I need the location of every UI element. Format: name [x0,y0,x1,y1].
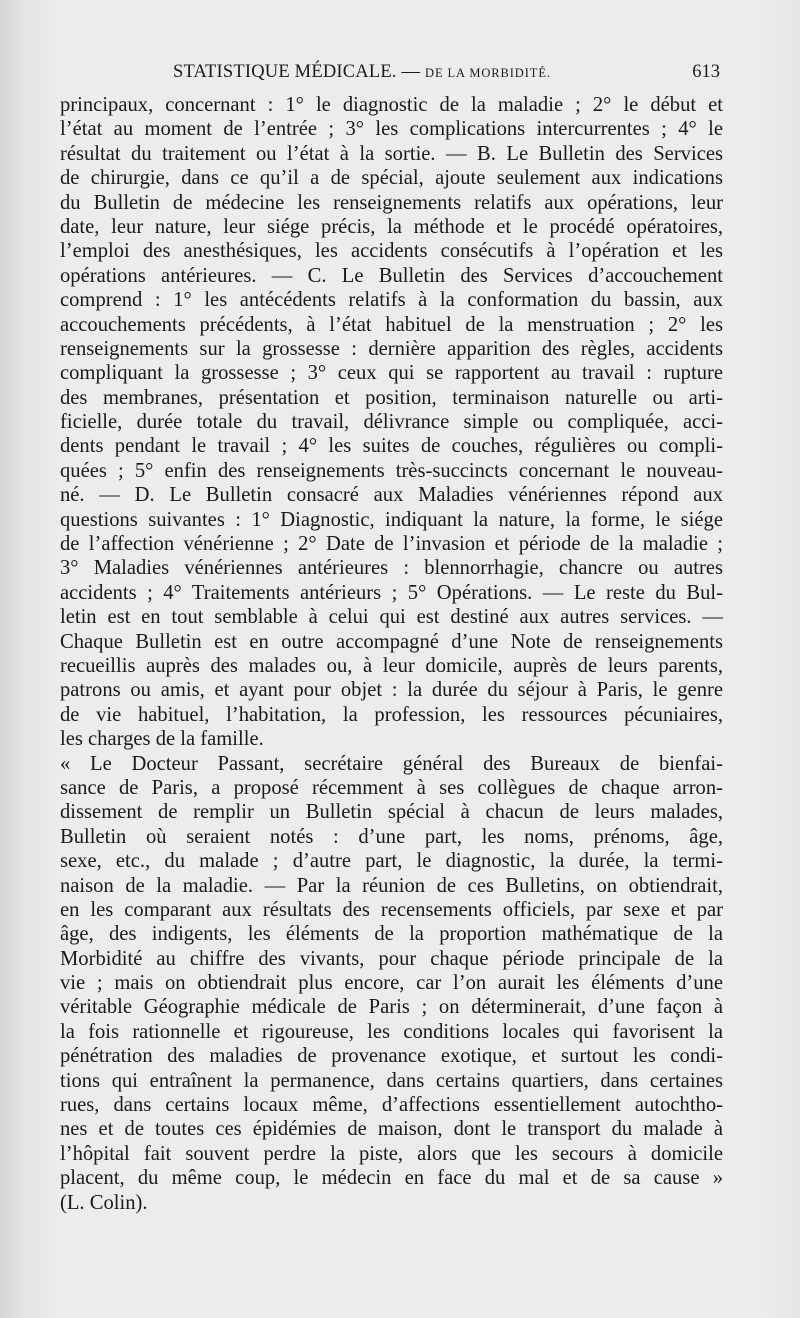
text-line: de l’affection vénérienne ; 2° Date de l’invasion et période de la maladie ; [60,533,723,556]
text-line: l’hôpital fait souvent perdre la piste, alors que les secours à domicile [60,1142,723,1165]
text-line: principaux, concernant : 1° le diagnostic de la maladie ; 2° le début et [60,94,723,116]
running-title-section: DE LA MORBIDITÉ. [425,66,551,80]
text-line: Morbidité au chiffre des vivants, pour chaque période principale de la [60,947,723,970]
text-line: placent, du même coup, le médecin en face du mal et de sa cause » [60,1167,723,1190]
text-line: en les comparant aux résultats des recensements officiels, par sexe et par [60,898,723,921]
text-line: accidents ; 4° Traitements antérieurs ; 5° Opérations. — Le reste du Bul- [60,581,723,604]
text-line: des membranes, présentation et position, terminaison naturelle ou arti- [60,386,723,409]
text-line: véritable Géographie médicale de Paris ; on déterminerait, d’une façon à [60,996,723,1019]
text-line: accouchements précédents, à l’état habituel de la menstruation ; 2° les [60,313,723,336]
text-line: Bulletin où seraient notés : d’une part, les noms, prénoms, âge, [60,825,723,848]
text-line: né. — D. Le Bulletin consacré aux Maladies vénériennes répond aux [60,484,723,507]
text-line: renseignements sur la grossesse : dernière apparition des règles, accidents [60,337,723,360]
text-line: 3° Maladies vénériennes antérieures : blennorrhagie, chancre ou autres [60,557,723,580]
running-header [60,60,720,84]
text-line: comprend : 1° les antécédents relatifs à la conformation du bassin, aux [60,289,723,312]
paragraph-end-line: les charges de la famille. [60,728,264,751]
running-title [173,60,551,85]
text-line: la fois rationnelle et rigoureuse, les conditions locales qui favorisent la [60,1020,723,1043]
text-line: l’emploi des anesthésiques, les accidents consécutifs à l’opération et les [60,240,723,263]
text-line: de chirurgie, dans ce qu’il a de spécial, ajoute seulement aux indications [60,167,723,190]
text-line: patrons ou amis, et ayant pour objet : la durée du séjour à Paris, le genre [60,679,723,702]
text-line: ficielle, durée totale du travail, délivrance simple ou compliquée, acci- [60,411,723,434]
body-text [60,93,723,1215]
text-line: date, leur nature, leur siége précis, la méthode et le procédé opératoires, [60,215,723,238]
text-line: sexe, etc., du malade ; d’autre part, le diagnostic, la durée, la termi- [60,850,723,873]
page-number: 613 [692,62,720,82]
text-line: du Bulletin de médecine les renseignements relatifs aux opérations, leur [60,191,723,214]
text-line: recueillis auprès des malades ou, à leur domicile, auprès de leurs parents, [60,654,723,677]
text-line: Chaque Bulletin est en outre accompagné d’une Note de renseignements [60,630,723,653]
text-line: vie ; mais on obtiendrait plus encore, car l’on aurait les éléments d’une [60,972,723,995]
text-line: sance de Paris, a proposé récemment à ses collègues de chaque arron- [60,776,723,799]
paragraph-end-line: (L. Colin). [60,1191,148,1214]
text-line: l’état au moment de l’entrée ; 3° les complications intercurrentes ; 4° le [60,118,723,141]
text-line: de vie habituel, l’habitation, la profession, les ressources pécuniaires, [60,703,723,726]
text-line: questions suivantes : 1° Diagnostic, indiquant la nature, la forme, le siége [60,508,723,531]
text-line: nes et de toutes ces épidémies de maison, dont le transport du malade à [60,1118,723,1141]
paragraph-start-line: « Le Docteur Passant, secrétaire général des Bureaux de bienfai- [60,752,723,775]
text-line: résultat du traitement ou l’état à la sortie. — B. Le Bulletin des Services [60,142,723,165]
text-line: compliquant la grossesse ; 3° ceux qui se rapportent au travail : rupture [60,362,723,385]
text-line: tions qui entraînent la permanence, dans certains quartiers, dans certaines [60,1069,723,1092]
text-line: dissement de remplir un Bulletin spécial à chacun de leurs malades, [60,801,723,824]
text-line: quées ; 5° enfin des renseignements très-succincts concernant le nouveau- [60,459,723,482]
text-line: pénétration des maladies de provenance exotique, et surtout les condi- [60,1045,723,1068]
text-line: opérations antérieures. — C. Le Bulletin des Services d’accouchement [60,264,723,287]
text-line: letin est en tout semblable à celui qui est destiné aux autres services. — [60,606,723,629]
running-title-main: STATISTIQUE MÉDICALE. — [173,62,426,82]
text-line: dents pendant le travail ; 4° les suites de couches, régulières ou compli- [60,435,723,458]
text-line: naison de la maladie. — Par la réunion de ces Bulletins, on obtiendrait, [60,874,723,897]
text-line: âge, des indigents, les éléments de la proportion mathématique de la [60,923,723,946]
text-line: rues, dans certains locaux même, d’affections essentiellement autochtho- [60,1094,723,1117]
